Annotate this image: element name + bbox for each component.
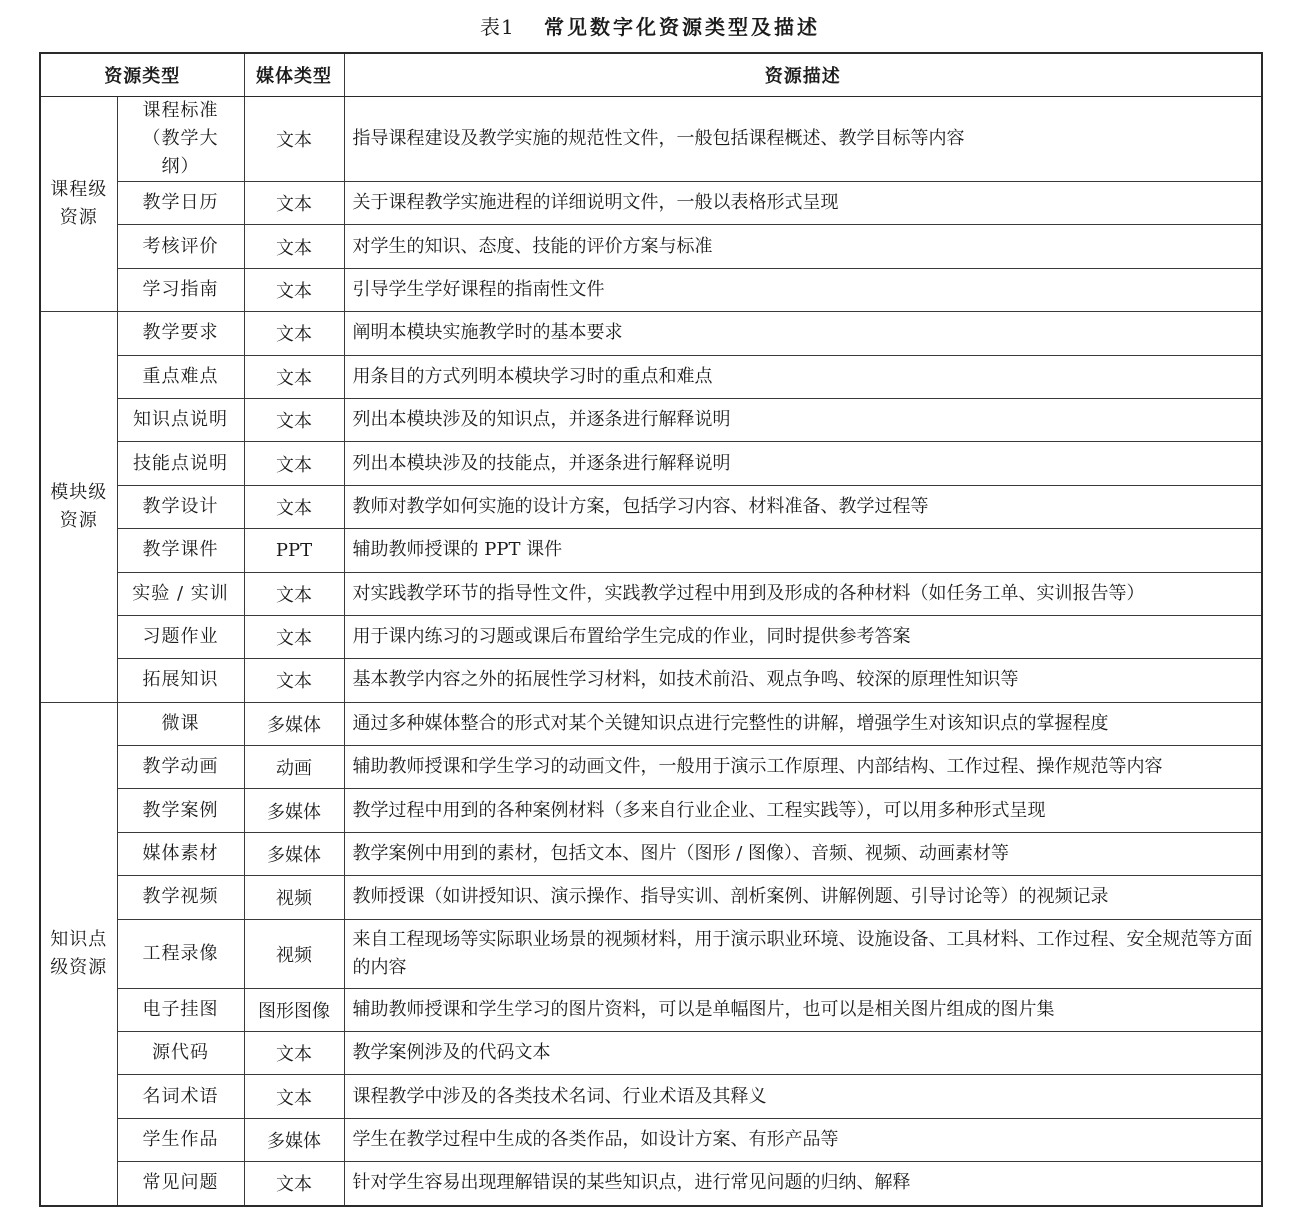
resource-desc-cell: 学生在教学过程中生成的各类作品，如设计方案、有形产品等 bbox=[344, 1118, 1262, 1161]
table-row bbox=[40, 789, 1262, 832]
resource-type-cell: 教学课件 bbox=[117, 529, 244, 572]
resource-desc-cell: 教学过程中用到的各种案例材料（多来自行业企业、工程实践等），可以用多种形式呈现 bbox=[344, 789, 1262, 832]
resource-desc-cell: 教学案例涉及的代码文本 bbox=[344, 1032, 1262, 1075]
media-type-cell: 文本 bbox=[244, 615, 344, 658]
resource-type-cell: 电子挂图 bbox=[117, 988, 244, 1031]
group-cell bbox=[40, 312, 117, 703]
media-type-cell: 多媒体 bbox=[244, 789, 344, 832]
resource-type-cell: 拓展知识 bbox=[117, 659, 244, 702]
resource-desc-cell: 课程教学中涉及的各类技术名词、行业术语及其释义 bbox=[344, 1075, 1262, 1118]
resource-desc-cell: 指导课程建设及教学实施的规范性文件，一般包括课程概述、教学目标等内容 bbox=[344, 97, 1262, 182]
table-row bbox=[40, 529, 1262, 572]
resource-type-cell: 重点难点 bbox=[117, 355, 244, 398]
resource-type-cell: 教学设计 bbox=[117, 485, 244, 528]
table-row bbox=[40, 97, 1262, 182]
resource-desc-cell: 用条目的方式列明本模块学习时的重点和难点 bbox=[344, 355, 1262, 398]
media-type-cell: 文本 bbox=[244, 355, 344, 398]
media-type-cell: 文本 bbox=[244, 485, 344, 528]
resource-type-cell: 实验 / 实训 bbox=[117, 572, 244, 615]
resource-desc-cell: 辅助教师授课和学生学习的动画文件，一般用于演示工作原理、内部结构、工作过程、操作规范等内容 bbox=[344, 746, 1262, 789]
resource-type-cell: 常见问题 bbox=[117, 1162, 244, 1206]
resource-type-cell: 名词术语 bbox=[117, 1075, 244, 1118]
resource-type-cell: 教学要求 bbox=[117, 312, 244, 355]
table-row bbox=[40, 746, 1262, 789]
media-type-cell: 文本 bbox=[244, 1162, 344, 1206]
table-title: 常见数字化资源类型及描述 bbox=[544, 15, 821, 39]
resource-table bbox=[39, 52, 1263, 1207]
table-row bbox=[40, 1032, 1262, 1075]
resource-type-cell: 教学视频 bbox=[117, 876, 244, 919]
media-type-cell: 动画 bbox=[244, 746, 344, 789]
media-type-cell: 文本 bbox=[244, 312, 344, 355]
resource-desc-cell: 教师授课（如讲授知识、演示操作、指导实训、剖析案例、讲解例题、引导讨论等）的视频记录 bbox=[344, 876, 1262, 919]
table-row bbox=[40, 1162, 1262, 1206]
media-type-cell: 文本 bbox=[244, 268, 344, 311]
resource-type-cell: 教学日历 bbox=[117, 182, 244, 225]
media-type-cell: 视频 bbox=[244, 876, 344, 919]
header-resource-desc: 资源描述 bbox=[344, 53, 1262, 97]
media-type-cell: 文本 bbox=[244, 1075, 344, 1118]
resource-type-cell: 源代码 bbox=[117, 1032, 244, 1075]
table-row bbox=[40, 182, 1262, 225]
resource-type-cell: 课程标准（教学大纲） bbox=[117, 97, 244, 182]
resource-desc-cell: 列出本模块涉及的知识点，并逐条进行解释说明 bbox=[344, 398, 1262, 441]
table-row bbox=[40, 442, 1262, 485]
table-row bbox=[40, 485, 1262, 528]
media-type-cell: 文本 bbox=[244, 659, 344, 702]
table-row bbox=[40, 615, 1262, 658]
media-type-cell: 文本 bbox=[244, 225, 344, 268]
table-row bbox=[40, 919, 1262, 988]
group-cell bbox=[40, 97, 117, 312]
resource-desc-cell: 辅助教师授课和学生学习的图片资料，可以是单幅图片，也可以是相关图片组成的图片集 bbox=[344, 988, 1262, 1031]
resource-desc-cell: 对实践教学环节的指导性文件，实践教学过程中用到及形成的各种材料（如任务工单、实训报告等） bbox=[344, 572, 1262, 615]
resource-desc-cell: 来自工程现场等实际职业场景的视频材料，用于演示职业环境、设施设备、工具材料、工作过程、安全规范等方面的内容 bbox=[344, 919, 1262, 988]
media-type-cell: 多媒体 bbox=[244, 1118, 344, 1161]
resource-desc-cell: 教学案例中用到的素材，包括文本、图片（图形 / 图像）、音频、视频、动画素材等 bbox=[344, 832, 1262, 875]
resource-desc-cell: 辅助教师授课的 PPT 课件 bbox=[344, 529, 1262, 572]
table-row bbox=[40, 1075, 1262, 1118]
group-label: 知识点级资源 bbox=[50, 928, 108, 978]
table-body bbox=[40, 97, 1262, 1206]
resource-desc-cell: 对学生的知识、态度、技能的评价方案与标准 bbox=[344, 225, 1262, 268]
resource-desc-cell: 阐明本模块实施教学时的基本要求 bbox=[344, 312, 1262, 355]
media-type-cell: 图形图像 bbox=[244, 988, 344, 1031]
media-type-cell: 文本 bbox=[244, 1032, 344, 1075]
resource-type-cell: 习题作业 bbox=[117, 615, 244, 658]
media-type-cell: 多媒体 bbox=[244, 702, 344, 745]
table-row bbox=[40, 312, 1262, 355]
table-row bbox=[40, 225, 1262, 268]
media-type-cell: 多媒体 bbox=[244, 832, 344, 875]
media-type-cell: 文本 bbox=[244, 572, 344, 615]
table-row bbox=[40, 572, 1262, 615]
resource-type-cell: 考核评价 bbox=[117, 225, 244, 268]
resource-type-cell: 微课 bbox=[117, 702, 244, 745]
resource-type-cell: 学习指南 bbox=[117, 268, 244, 311]
header-resource-type: 资源类型 bbox=[40, 53, 244, 97]
resource-type-cell: 媒体素材 bbox=[117, 832, 244, 875]
resource-desc-cell: 通过多种媒体整合的形式对某个关键知识点进行完整性的讲解，增强学生对该知识点的掌握程度 bbox=[344, 702, 1262, 745]
resource-desc-cell: 用于课内练习的习题或课后布置给学生完成的作业，同时提供参考答案 bbox=[344, 615, 1262, 658]
group-label: 课程级资源 bbox=[50, 179, 108, 229]
resource-type-cell: 教学案例 bbox=[117, 789, 244, 832]
resource-desc-cell: 针对学生容易出现理解错误的某些知识点，进行常见问题的归纳、解释 bbox=[344, 1162, 1262, 1206]
resource-desc-cell: 关于课程教学实施进程的详细说明文件，一般以表格形式呈现 bbox=[344, 182, 1262, 225]
resource-desc-cell: 基本教学内容之外的拓展性学习材料，如技术前沿、观点争鸣、较深的原理性知识等 bbox=[344, 659, 1262, 702]
media-type-cell: 视频 bbox=[244, 919, 344, 988]
header-media-type: 媒体类型 bbox=[244, 53, 344, 97]
resource-type-cell: 学生作品 bbox=[117, 1118, 244, 1161]
table-label: 表1 bbox=[479, 15, 515, 39]
resource-type-cell: 教学动画 bbox=[117, 746, 244, 789]
media-type-cell: 文本 bbox=[244, 398, 344, 441]
resource-desc-cell: 引导学生学好课程的指南性文件 bbox=[344, 268, 1262, 311]
table-row bbox=[40, 268, 1262, 311]
table-caption bbox=[0, 10, 1300, 44]
table-row bbox=[40, 1118, 1262, 1161]
resource-type-cell: 工程录像 bbox=[117, 919, 244, 988]
group-cell bbox=[40, 702, 117, 1205]
group-label: 模块级资源 bbox=[50, 481, 108, 531]
resource-desc-cell: 教师对教学如何实施的设计方案，包括学习内容、材料准备、教学过程等 bbox=[344, 485, 1262, 528]
resource-desc-cell: 列出本模块涉及的技能点，并逐条进行解释说明 bbox=[344, 442, 1262, 485]
table-row bbox=[40, 988, 1262, 1031]
table-row bbox=[40, 876, 1262, 919]
table-row bbox=[40, 832, 1262, 875]
media-type-cell: 文本 bbox=[244, 97, 344, 182]
media-type-cell: 文本 bbox=[244, 182, 344, 225]
media-type-cell: PPT bbox=[244, 529, 344, 572]
resource-type-cell: 知识点说明 bbox=[117, 398, 244, 441]
header-row bbox=[40, 53, 1262, 97]
resource-type-cell: 技能点说明 bbox=[117, 442, 244, 485]
media-type-cell: 文本 bbox=[244, 442, 344, 485]
table-row bbox=[40, 702, 1262, 745]
table-row bbox=[40, 398, 1262, 441]
table-row bbox=[40, 659, 1262, 702]
table-row bbox=[40, 355, 1262, 398]
